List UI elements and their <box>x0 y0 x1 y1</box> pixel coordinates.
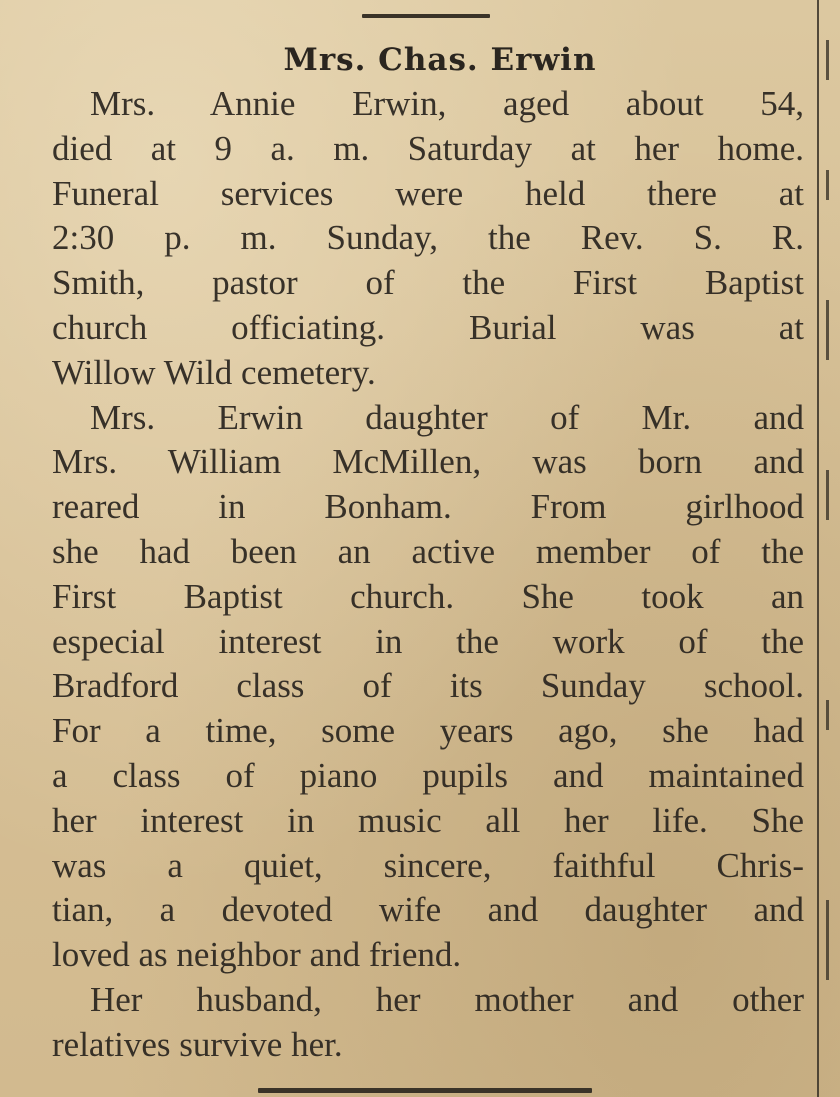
text-line: relatives survive her. <box>52 1024 343 1064</box>
column-divider <box>817 0 819 1097</box>
text-line: a class of piano pupils and maintained <box>52 755 804 795</box>
text-line: Willow Wild cemetery. <box>52 352 376 392</box>
text-line: tian, a devoted wife and daughter and <box>52 890 804 930</box>
text-line: her interest in music all her life. She <box>52 800 804 840</box>
adjacent-column-fragment <box>826 300 829 360</box>
text-line: Smith, pastor of the First Baptist <box>52 263 804 303</box>
adjacent-column-fragment <box>826 700 829 730</box>
text-line: church officiating. Burial was at <box>52 307 804 347</box>
text-line: reared in Bonham. From girlhood <box>52 487 804 527</box>
text-line: For a time, some years ago, she had <box>52 711 804 751</box>
text-line: Mrs. William McMillen, was born and <box>52 442 804 482</box>
text-line: especial interest in the work of the <box>52 621 804 661</box>
text-line: 2:30 p. m. Sunday, the Rev. S. R. <box>52 218 804 258</box>
adjacent-column-fragment <box>826 170 829 200</box>
text-line: was a quiet, sincere, faithful Chris- <box>52 845 804 885</box>
bottom-rule <box>258 1088 592 1093</box>
obituary-article <box>52 38 804 1068</box>
text-line: Funeral services were held there at <box>52 173 804 213</box>
adjacent-column-fragment <box>826 900 829 980</box>
text-line: Mrs. Erwin daughter of Mr. and <box>90 397 804 437</box>
paragraph-2 <box>52 396 804 978</box>
headline: Mrs. Chas. Erwin <box>283 42 597 78</box>
text-line: Her husband, her mother and other <box>90 979 804 1019</box>
paragraph-3 <box>52 978 804 1068</box>
text-line: loved as neighbor and friend. <box>52 935 462 975</box>
adjacent-column-fragment <box>826 40 829 80</box>
top-rule <box>362 14 490 18</box>
text-line: died at 9 a. m. Saturday at her home. <box>52 128 804 168</box>
text-line: Bradford class of its Sunday school. <box>52 666 804 706</box>
paragraph-1 <box>52 82 804 396</box>
text-line: First Baptist church. She took an <box>52 576 804 616</box>
adjacent-column-fragment <box>826 470 829 520</box>
text-line: she had been an active member of the <box>52 531 804 571</box>
text-line: Mrs. Annie Erwin, aged about 54, <box>90 84 804 123</box>
